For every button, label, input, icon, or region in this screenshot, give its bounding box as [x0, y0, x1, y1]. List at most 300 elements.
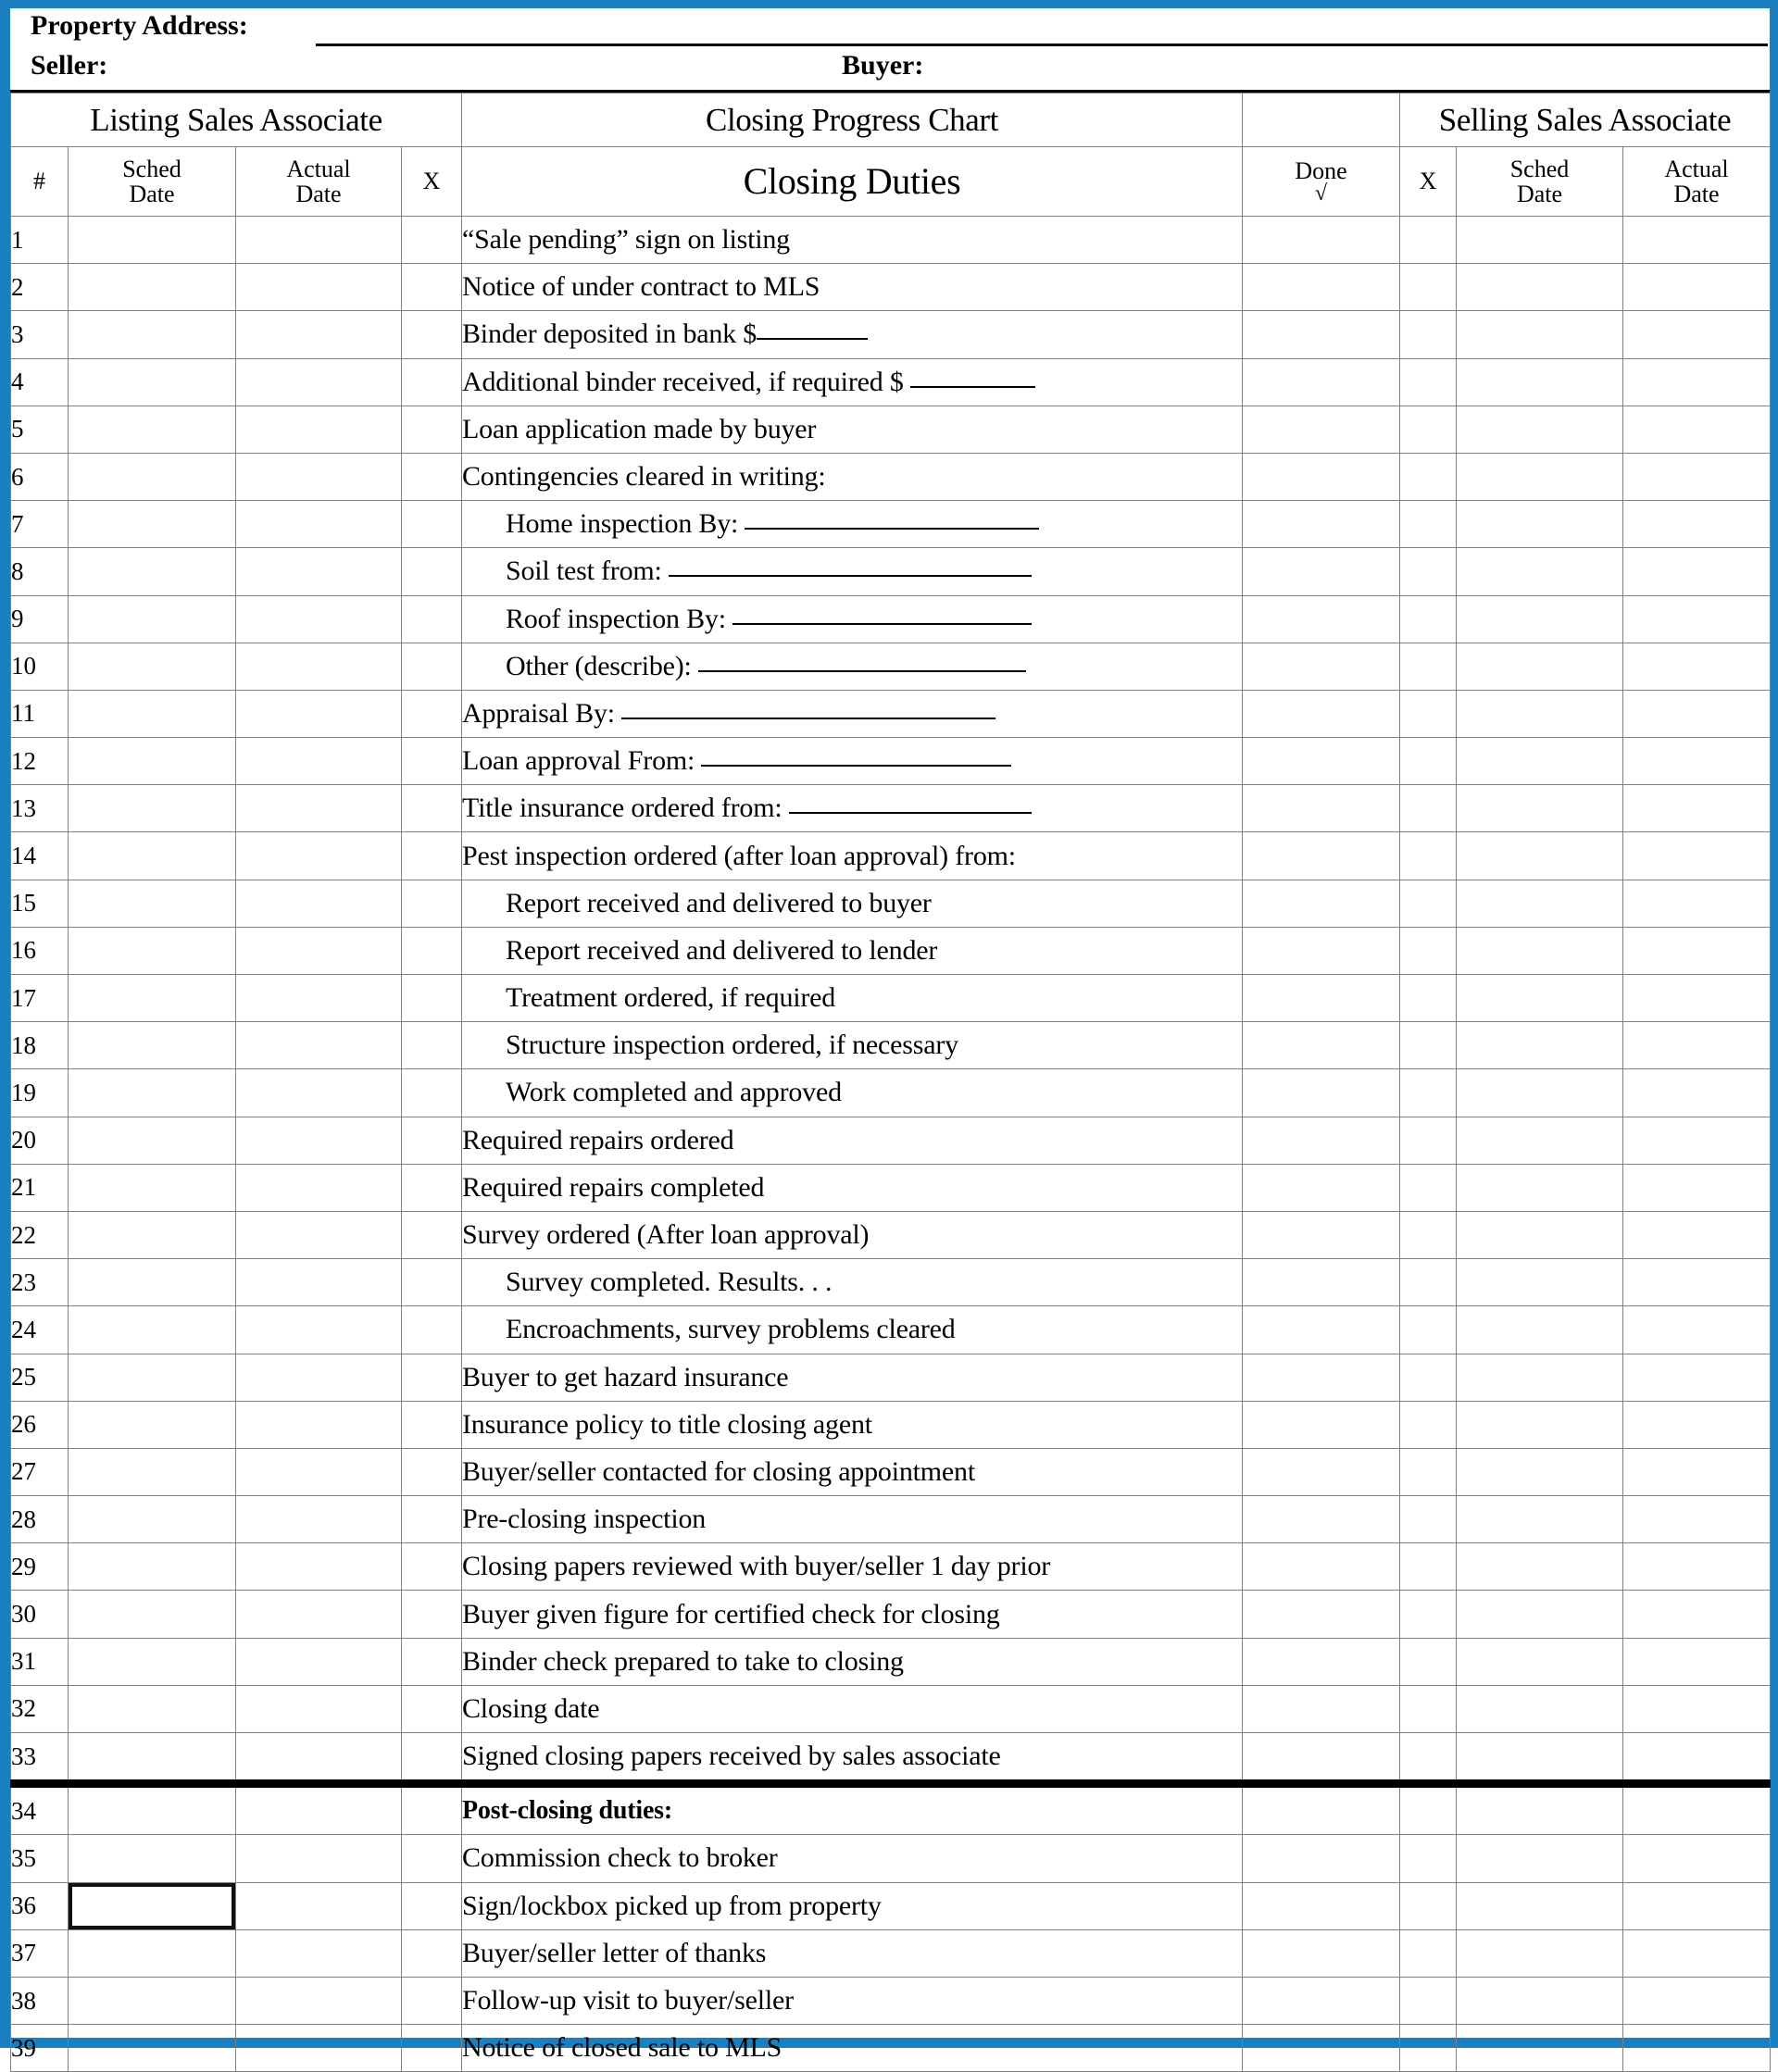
- sched-date-cell-selling[interactable]: [1457, 1117, 1623, 1164]
- x-cell-selling[interactable]: [1400, 1401, 1457, 1448]
- x-cell-listing[interactable]: [402, 1306, 462, 1354]
- x-cell-listing[interactable]: [402, 690, 462, 737]
- sched-date-cell-listing[interactable]: [69, 738, 236, 785]
- actual-date-cell-listing[interactable]: [236, 1117, 402, 1164]
- sched-date-cell-listing[interactable]: [69, 453, 236, 500]
- x-cell-listing[interactable]: [402, 311, 462, 358]
- actual-date-cell-listing[interactable]: [236, 1022, 402, 1069]
- actual-date-cell-selling[interactable]: [1623, 1496, 1771, 1543]
- actual-date-cell-listing[interactable]: [236, 1164, 402, 1211]
- actual-date-cell-selling[interactable]: [1623, 1164, 1771, 1211]
- fill-in-blank-line[interactable]: [745, 528, 1039, 530]
- sched-date-cell-listing[interactable]: [69, 975, 236, 1022]
- actual-date-cell-selling[interactable]: [1623, 1069, 1771, 1117]
- sched-date-cell-listing[interactable]: [69, 1448, 236, 1495]
- table-row: [11, 1211, 1771, 1258]
- sched-date-cell-listing[interactable]: [69, 1835, 236, 1882]
- x-cell-listing[interactable]: [402, 548, 462, 595]
- sched-date-cell-listing[interactable]: [69, 1929, 236, 1977]
- sched-date-cell-listing[interactable]: [69, 1496, 236, 1543]
- actual-date-cell-listing[interactable]: [236, 217, 402, 264]
- sched-date-cell-selling[interactable]: [1457, 2025, 1623, 2072]
- actual-date-cell-selling[interactable]: [1623, 1882, 1771, 1929]
- done-check-cell[interactable]: [1243, 595, 1400, 643]
- done-check-cell[interactable]: [1243, 501, 1400, 548]
- actual-date-cell-listing[interactable]: [236, 832, 402, 880]
- done-check-cell[interactable]: [1243, 1117, 1400, 1164]
- done-check-cell[interactable]: [1243, 785, 1400, 832]
- actual-date-cell-listing[interactable]: [236, 453, 402, 500]
- done-check-cell[interactable]: [1243, 1929, 1400, 1977]
- sched-date-cell-listing[interactable]: [69, 2025, 236, 2072]
- sched-date-cell-selling[interactable]: [1457, 643, 1623, 690]
- sched-date-cell-listing[interactable]: [69, 406, 236, 453]
- actual-date-cell-selling[interactable]: [1623, 1306, 1771, 1354]
- sched-date-cell-listing[interactable]: [69, 1022, 236, 1069]
- fill-in-blank-line[interactable]: [789, 812, 1032, 814]
- x-cell-listing[interactable]: [402, 1591, 462, 1638]
- done-check-cell[interactable]: [1243, 453, 1400, 500]
- actual-date-cell-selling[interactable]: [1623, 832, 1771, 880]
- x-cell-selling[interactable]: [1400, 1835, 1457, 1882]
- done-check-cell[interactable]: [1243, 1835, 1400, 1882]
- sched-date-cell-selling[interactable]: [1457, 1496, 1623, 1543]
- actual-date-cell-selling[interactable]: [1623, 264, 1771, 311]
- table-row: [11, 1835, 1771, 1882]
- sched-date-cell-listing[interactable]: [69, 1259, 236, 1306]
- x-cell-selling[interactable]: [1400, 1448, 1457, 1495]
- x-cell-listing[interactable]: [402, 453, 462, 500]
- done-check-cell[interactable]: [1243, 548, 1400, 595]
- done-check-cell[interactable]: [1243, 1977, 1400, 2024]
- actual-date-cell-selling[interactable]: [1623, 1117, 1771, 1164]
- actual-date-cell-listing[interactable]: [236, 1733, 402, 1784]
- x-cell-listing[interactable]: [402, 1977, 462, 2024]
- actual-date-cell-selling[interactable]: [1623, 1784, 1771, 1835]
- col-header-closing-duties: Closing Duties: [462, 147, 1243, 217]
- sched-date-cell-selling[interactable]: [1457, 1448, 1623, 1495]
- actual-date-cell-listing[interactable]: [236, 1543, 402, 1591]
- done-check-cell[interactable]: [1243, 406, 1400, 453]
- sched-date-cell-listing[interactable]: [69, 264, 236, 311]
- property-address-input-rule[interactable]: [316, 44, 1768, 46]
- actual-date-cell-listing[interactable]: [236, 880, 402, 927]
- done-check-cell[interactable]: [1243, 1211, 1400, 1258]
- sched-date-cell-selling[interactable]: [1457, 1977, 1623, 2024]
- actual-date-cell-listing[interactable]: [236, 1448, 402, 1495]
- actual-date-cell-listing[interactable]: [236, 1882, 402, 1929]
- sched-date-cell-listing[interactable]: [69, 785, 236, 832]
- sched-date-cell-selling[interactable]: [1457, 690, 1623, 737]
- actual-date-cell-listing[interactable]: [236, 1591, 402, 1638]
- fill-in-blank-line[interactable]: [757, 338, 868, 340]
- table-row: [11, 1496, 1771, 1543]
- sched-date-cell-listing[interactable]: [69, 1164, 236, 1211]
- actual-date-cell-selling[interactable]: [1623, 1733, 1771, 1784]
- actual-date-cell-selling[interactable]: [1623, 1591, 1771, 1638]
- actual-date-cell-listing[interactable]: [236, 2025, 402, 2072]
- done-check-cell[interactable]: [1243, 880, 1400, 927]
- actual-date-cell-selling[interactable]: [1623, 880, 1771, 927]
- x-cell-selling[interactable]: [1400, 595, 1457, 643]
- actual-date-cell-listing[interactable]: [236, 690, 402, 737]
- x-cell-listing[interactable]: [402, 1022, 462, 1069]
- actual-date-cell-selling[interactable]: [1623, 1211, 1771, 1258]
- sched-date-cell-listing[interactable]: [69, 690, 236, 737]
- x-cell-listing[interactable]: [402, 264, 462, 311]
- col-header-sched-date-selling-line2: Date: [1516, 181, 1563, 207]
- x-cell-listing[interactable]: [402, 1259, 462, 1306]
- x-cell-listing[interactable]: [402, 738, 462, 785]
- done-check-cell[interactable]: [1243, 927, 1400, 974]
- actual-date-cell-selling[interactable]: [1623, 1354, 1771, 1401]
- x-cell-selling[interactable]: [1400, 1733, 1457, 1784]
- sched-date-cell-selling[interactable]: [1457, 548, 1623, 595]
- fill-in-blank-line[interactable]: [669, 575, 1032, 577]
- x-cell-selling[interactable]: [1400, 927, 1457, 974]
- actual-date-cell-listing[interactable]: [236, 264, 402, 311]
- x-cell-selling[interactable]: [1400, 1164, 1457, 1211]
- actual-date-cell-selling[interactable]: [1623, 501, 1771, 548]
- x-cell-selling[interactable]: [1400, 358, 1457, 406]
- sched-date-cell-listing[interactable]: [69, 1784, 236, 1835]
- sched-date-cell-listing[interactable]: [69, 1882, 236, 1929]
- sched-date-cell-listing[interactable]: [69, 1211, 236, 1258]
- done-check-cell[interactable]: [1243, 2025, 1400, 2072]
- x-cell-selling[interactable]: [1400, 1069, 1457, 1117]
- sched-date-cell-listing[interactable]: [69, 1977, 236, 2024]
- sched-date-cell-selling[interactable]: [1457, 358, 1623, 406]
- done-check-cell[interactable]: [1243, 690, 1400, 737]
- x-cell-selling[interactable]: [1400, 264, 1457, 311]
- sched-date-cell-listing[interactable]: [69, 880, 236, 927]
- fill-in-blank-line[interactable]: [701, 765, 1011, 767]
- x-cell-selling[interactable]: [1400, 1685, 1457, 1732]
- sched-date-cell-listing[interactable]: [69, 358, 236, 406]
- done-check-cell[interactable]: [1243, 358, 1400, 406]
- x-cell-selling[interactable]: [1400, 975, 1457, 1022]
- actual-date-cell-listing[interactable]: [236, 1354, 402, 1401]
- x-cell-selling[interactable]: [1400, 643, 1457, 690]
- row-number-cell: 34: [11, 1784, 69, 1835]
- x-cell-selling[interactable]: [1400, 1543, 1457, 1591]
- sched-date-cell-listing[interactable]: [69, 1543, 236, 1591]
- done-check-cell[interactable]: [1243, 1784, 1400, 1835]
- done-check-cell[interactable]: [1243, 975, 1400, 1022]
- sched-date-cell-selling[interactable]: [1457, 1306, 1623, 1354]
- done-check-cell[interactable]: [1243, 1259, 1400, 1306]
- sched-date-cell-listing[interactable]: [69, 1306, 236, 1354]
- sched-date-cell-listing[interactable]: [69, 311, 236, 358]
- actual-date-cell-selling[interactable]: [1623, 453, 1771, 500]
- x-cell-selling[interactable]: [1400, 785, 1457, 832]
- x-cell-listing[interactable]: [402, 501, 462, 548]
- sched-date-cell-selling[interactable]: [1457, 1638, 1623, 1685]
- actual-date-cell-listing[interactable]: [236, 1929, 402, 1977]
- sched-date-cell-listing[interactable]: [69, 832, 236, 880]
- x-cell-listing[interactable]: [402, 1354, 462, 1401]
- sched-date-cell-listing[interactable]: [69, 217, 236, 264]
- x-cell-selling[interactable]: [1400, 217, 1457, 264]
- sched-date-cell-selling[interactable]: [1457, 1591, 1623, 1638]
- done-check-cell[interactable]: [1243, 217, 1400, 264]
- done-check-cell[interactable]: [1243, 1685, 1400, 1732]
- done-check-cell[interactable]: [1243, 264, 1400, 311]
- sched-date-cell-listing[interactable]: [69, 1401, 236, 1448]
- actual-date-cell-selling[interactable]: [1623, 643, 1771, 690]
- sched-date-cell-selling[interactable]: [1457, 1401, 1623, 1448]
- actual-date-cell-selling[interactable]: [1623, 738, 1771, 785]
- fill-in-blank-line[interactable]: [910, 386, 1035, 388]
- sched-date-cell-listing[interactable]: [69, 548, 236, 595]
- actual-date-cell-listing[interactable]: [236, 1835, 402, 1882]
- sched-date-cell-selling[interactable]: [1457, 1784, 1623, 1835]
- actual-date-cell-selling[interactable]: [1623, 1685, 1771, 1732]
- x-cell-selling[interactable]: [1400, 1354, 1457, 1401]
- x-cell-listing[interactable]: [402, 1929, 462, 1977]
- x-cell-selling[interactable]: [1400, 1882, 1457, 1929]
- col-header-actual-date-listing: [236, 147, 402, 217]
- sched-date-cell-selling[interactable]: [1457, 406, 1623, 453]
- actual-date-cell-listing[interactable]: [236, 406, 402, 453]
- x-cell-selling[interactable]: [1400, 1784, 1457, 1835]
- actual-date-cell-listing[interactable]: [236, 1784, 402, 1835]
- sched-date-cell-listing[interactable]: [69, 1117, 236, 1164]
- actual-date-cell-listing[interactable]: [236, 358, 402, 406]
- sched-date-cell-selling[interactable]: [1457, 738, 1623, 785]
- sched-date-cell-selling[interactable]: [1457, 1211, 1623, 1258]
- actual-date-cell-selling[interactable]: [1623, 1977, 1771, 2024]
- x-cell-selling[interactable]: [1400, 1977, 1457, 2024]
- actual-date-cell-listing[interactable]: [236, 548, 402, 595]
- actual-date-cell-listing[interactable]: [236, 1977, 402, 2024]
- x-cell-selling[interactable]: [1400, 1117, 1457, 1164]
- done-check-cell[interactable]: [1243, 832, 1400, 880]
- done-check-cell[interactable]: [1243, 1354, 1400, 1401]
- sched-date-cell-selling[interactable]: [1457, 1022, 1623, 1069]
- sched-date-cell-selling[interactable]: [1457, 1835, 1623, 1882]
- actual-date-cell-selling[interactable]: [1623, 1022, 1771, 1069]
- sched-date-cell-listing[interactable]: [69, 1354, 236, 1401]
- row-number-cell: 37: [11, 1929, 69, 1977]
- x-cell-selling[interactable]: [1400, 832, 1457, 880]
- x-cell-selling[interactable]: [1400, 1496, 1457, 1543]
- actual-date-cell-listing[interactable]: [236, 501, 402, 548]
- actual-date-cell-selling[interactable]: [1623, 406, 1771, 453]
- x-cell-listing[interactable]: [402, 1401, 462, 1448]
- actual-date-cell-listing[interactable]: [236, 1496, 402, 1543]
- x-cell-listing[interactable]: [402, 217, 462, 264]
- sched-date-cell-selling[interactable]: [1457, 880, 1623, 927]
- actual-date-cell-selling[interactable]: [1623, 217, 1771, 264]
- sched-date-cell-selling[interactable]: [1457, 975, 1623, 1022]
- done-check-cell[interactable]: [1243, 1543, 1400, 1591]
- sched-date-cell-selling[interactable]: [1457, 1164, 1623, 1211]
- sched-date-cell-listing[interactable]: [69, 1638, 236, 1685]
- actual-date-cell-selling[interactable]: [1623, 785, 1771, 832]
- x-cell-listing[interactable]: [402, 1211, 462, 1258]
- actual-date-cell-listing[interactable]: [236, 311, 402, 358]
- actual-date-cell-listing[interactable]: [236, 1211, 402, 1258]
- x-cell-selling[interactable]: [1400, 311, 1457, 358]
- done-check-cell[interactable]: [1243, 311, 1400, 358]
- x-cell-listing[interactable]: [402, 595, 462, 643]
- sched-date-cell-listing[interactable]: [69, 1591, 236, 1638]
- sched-date-cell-listing[interactable]: [69, 1733, 236, 1784]
- row-number-cell: 22: [11, 1211, 69, 1258]
- sched-date-cell-selling[interactable]: [1457, 832, 1623, 880]
- duty-label-cell: [462, 1117, 1243, 1164]
- duty-text: Buyer/seller letter of thanks: [462, 1937, 767, 1968]
- x-cell-listing[interactable]: [402, 975, 462, 1022]
- x-cell-selling[interactable]: [1400, 1022, 1457, 1069]
- actual-date-cell-selling[interactable]: [1623, 1929, 1771, 1977]
- x-cell-selling[interactable]: [1400, 1211, 1457, 1258]
- x-cell-listing[interactable]: [402, 1882, 462, 1929]
- x-cell-listing[interactable]: [402, 927, 462, 974]
- sched-date-cell-selling[interactable]: [1457, 595, 1623, 643]
- x-cell-listing[interactable]: [402, 1835, 462, 1882]
- actual-date-cell-listing[interactable]: [236, 1306, 402, 1354]
- actual-date-cell-listing[interactable]: [236, 738, 402, 785]
- done-check-cell[interactable]: [1243, 643, 1400, 690]
- row-number-cell: 32: [11, 1685, 69, 1732]
- actual-date-cell-selling[interactable]: [1623, 927, 1771, 974]
- actual-date-cell-selling[interactable]: [1623, 1448, 1771, 1495]
- done-check-cell[interactable]: [1243, 1733, 1400, 1784]
- actual-date-cell-listing[interactable]: [236, 595, 402, 643]
- x-cell-listing[interactable]: [402, 1543, 462, 1591]
- actual-date-cell-listing[interactable]: [236, 1069, 402, 1117]
- x-cell-selling[interactable]: [1400, 406, 1457, 453]
- duty-label-cell: [462, 880, 1243, 927]
- actual-date-cell-listing[interactable]: [236, 1638, 402, 1685]
- fill-in-blank-line[interactable]: [698, 670, 1026, 672]
- actual-date-cell-listing[interactable]: [236, 927, 402, 974]
- x-cell-listing[interactable]: [402, 1638, 462, 1685]
- x-cell-selling[interactable]: [1400, 690, 1457, 737]
- actual-date-cell-listing[interactable]: [236, 1401, 402, 1448]
- x-cell-selling[interactable]: [1400, 2025, 1457, 2072]
- x-cell-selling[interactable]: [1400, 1306, 1457, 1354]
- actual-date-cell-selling[interactable]: [1623, 1638, 1771, 1685]
- actual-date-cell-selling[interactable]: [1623, 1259, 1771, 1306]
- x-cell-listing[interactable]: [402, 2025, 462, 2072]
- x-cell-listing[interactable]: [402, 1784, 462, 1835]
- sched-date-cell-listing[interactable]: [69, 1069, 236, 1117]
- actual-date-cell-selling[interactable]: [1623, 1401, 1771, 1448]
- sched-date-cell-selling[interactable]: [1457, 1929, 1623, 1977]
- duty-label-cell: [462, 1784, 1243, 1835]
- x-cell-selling[interactable]: [1400, 1259, 1457, 1306]
- x-cell-listing[interactable]: [402, 785, 462, 832]
- done-check-cell[interactable]: [1243, 1638, 1400, 1685]
- sched-date-cell-selling[interactable]: [1457, 1733, 1623, 1784]
- duty-label-cell: [462, 975, 1243, 1022]
- actual-date-cell-listing[interactable]: [236, 1685, 402, 1732]
- done-check-cell[interactable]: [1243, 1069, 1400, 1117]
- sched-date-cell-listing[interactable]: [69, 595, 236, 643]
- x-cell-listing[interactable]: [402, 832, 462, 880]
- actual-date-cell-listing[interactable]: [236, 975, 402, 1022]
- sched-date-cell-selling[interactable]: [1457, 1685, 1623, 1732]
- sched-date-cell-selling[interactable]: [1457, 785, 1623, 832]
- sched-date-cell-selling[interactable]: [1457, 927, 1623, 974]
- x-cell-listing[interactable]: [402, 880, 462, 927]
- x-cell-listing[interactable]: [402, 358, 462, 406]
- x-cell-listing[interactable]: [402, 1164, 462, 1211]
- x-cell-listing[interactable]: [402, 406, 462, 453]
- done-check-cell[interactable]: [1243, 1306, 1400, 1354]
- x-cell-listing[interactable]: [402, 1117, 462, 1164]
- sched-date-cell-selling[interactable]: [1457, 1259, 1623, 1306]
- x-cell-listing[interactable]: [402, 643, 462, 690]
- done-check-cell[interactable]: [1243, 1496, 1400, 1543]
- duty-text: Structure inspection ordered, if necessary: [506, 1030, 958, 1061]
- x-cell-listing[interactable]: [402, 1448, 462, 1495]
- done-check-cell[interactable]: [1243, 1164, 1400, 1211]
- sched-date-cell-selling[interactable]: [1457, 1543, 1623, 1591]
- sched-date-cell-listing[interactable]: [69, 501, 236, 548]
- done-check-cell[interactable]: [1243, 1591, 1400, 1638]
- sched-date-cell-listing[interactable]: [69, 643, 236, 690]
- x-cell-selling[interactable]: [1400, 501, 1457, 548]
- actual-date-cell-selling[interactable]: [1623, 975, 1771, 1022]
- x-cell-selling[interactable]: [1400, 548, 1457, 595]
- x-cell-selling[interactable]: [1400, 1638, 1457, 1685]
- actual-date-cell-listing[interactable]: [236, 643, 402, 690]
- sched-date-cell-selling[interactable]: [1457, 1354, 1623, 1401]
- actual-date-cell-selling[interactable]: [1623, 595, 1771, 643]
- sched-date-cell-selling[interactable]: [1457, 501, 1623, 548]
- actual-date-cell-selling[interactable]: [1623, 2025, 1771, 2072]
- actual-date-cell-selling[interactable]: [1623, 548, 1771, 595]
- fill-in-blank-line[interactable]: [621, 718, 995, 719]
- done-check-cell[interactable]: [1243, 1401, 1400, 1448]
- sched-date-cell-selling[interactable]: [1457, 264, 1623, 311]
- sched-date-cell-listing[interactable]: [69, 1685, 236, 1732]
- x-cell-selling[interactable]: [1400, 880, 1457, 927]
- x-cell-selling[interactable]: [1400, 1929, 1457, 1977]
- sched-date-cell-selling[interactable]: [1457, 453, 1623, 500]
- sched-date-cell-selling[interactable]: [1457, 1069, 1623, 1117]
- x-cell-listing[interactable]: [402, 1069, 462, 1117]
- duty-text: Buyer given figure for certified check for closing: [462, 1598, 1000, 1629]
- x-cell-selling[interactable]: [1400, 453, 1457, 500]
- x-cell-listing[interactable]: [402, 1496, 462, 1543]
- sched-date-cell-selling[interactable]: [1457, 1882, 1623, 1929]
- fill-in-blank-line[interactable]: [732, 623, 1032, 625]
- actual-date-cell-selling[interactable]: [1623, 690, 1771, 737]
- x-cell-selling[interactable]: [1400, 1591, 1457, 1638]
- actual-date-cell-listing[interactable]: [236, 1259, 402, 1306]
- actual-date-cell-selling[interactable]: [1623, 358, 1771, 406]
- sched-date-cell-listing[interactable]: [69, 927, 236, 974]
- sched-date-cell-selling[interactable]: [1457, 311, 1623, 358]
- x-cell-listing[interactable]: [402, 1685, 462, 1732]
- done-check-cell[interactable]: [1243, 1448, 1400, 1495]
- actual-date-cell-listing[interactable]: [236, 785, 402, 832]
- actual-date-cell-selling[interactable]: [1623, 311, 1771, 358]
- x-cell-selling[interactable]: [1400, 738, 1457, 785]
- actual-date-cell-selling[interactable]: [1623, 1835, 1771, 1882]
- actual-date-cell-selling[interactable]: [1623, 1543, 1771, 1591]
- sched-date-cell-selling[interactable]: [1457, 217, 1623, 264]
- x-cell-listing[interactable]: [402, 1733, 462, 1784]
- done-check-cell[interactable]: [1243, 738, 1400, 785]
- done-check-cell[interactable]: [1243, 1882, 1400, 1929]
- done-check-cell[interactable]: [1243, 1022, 1400, 1069]
